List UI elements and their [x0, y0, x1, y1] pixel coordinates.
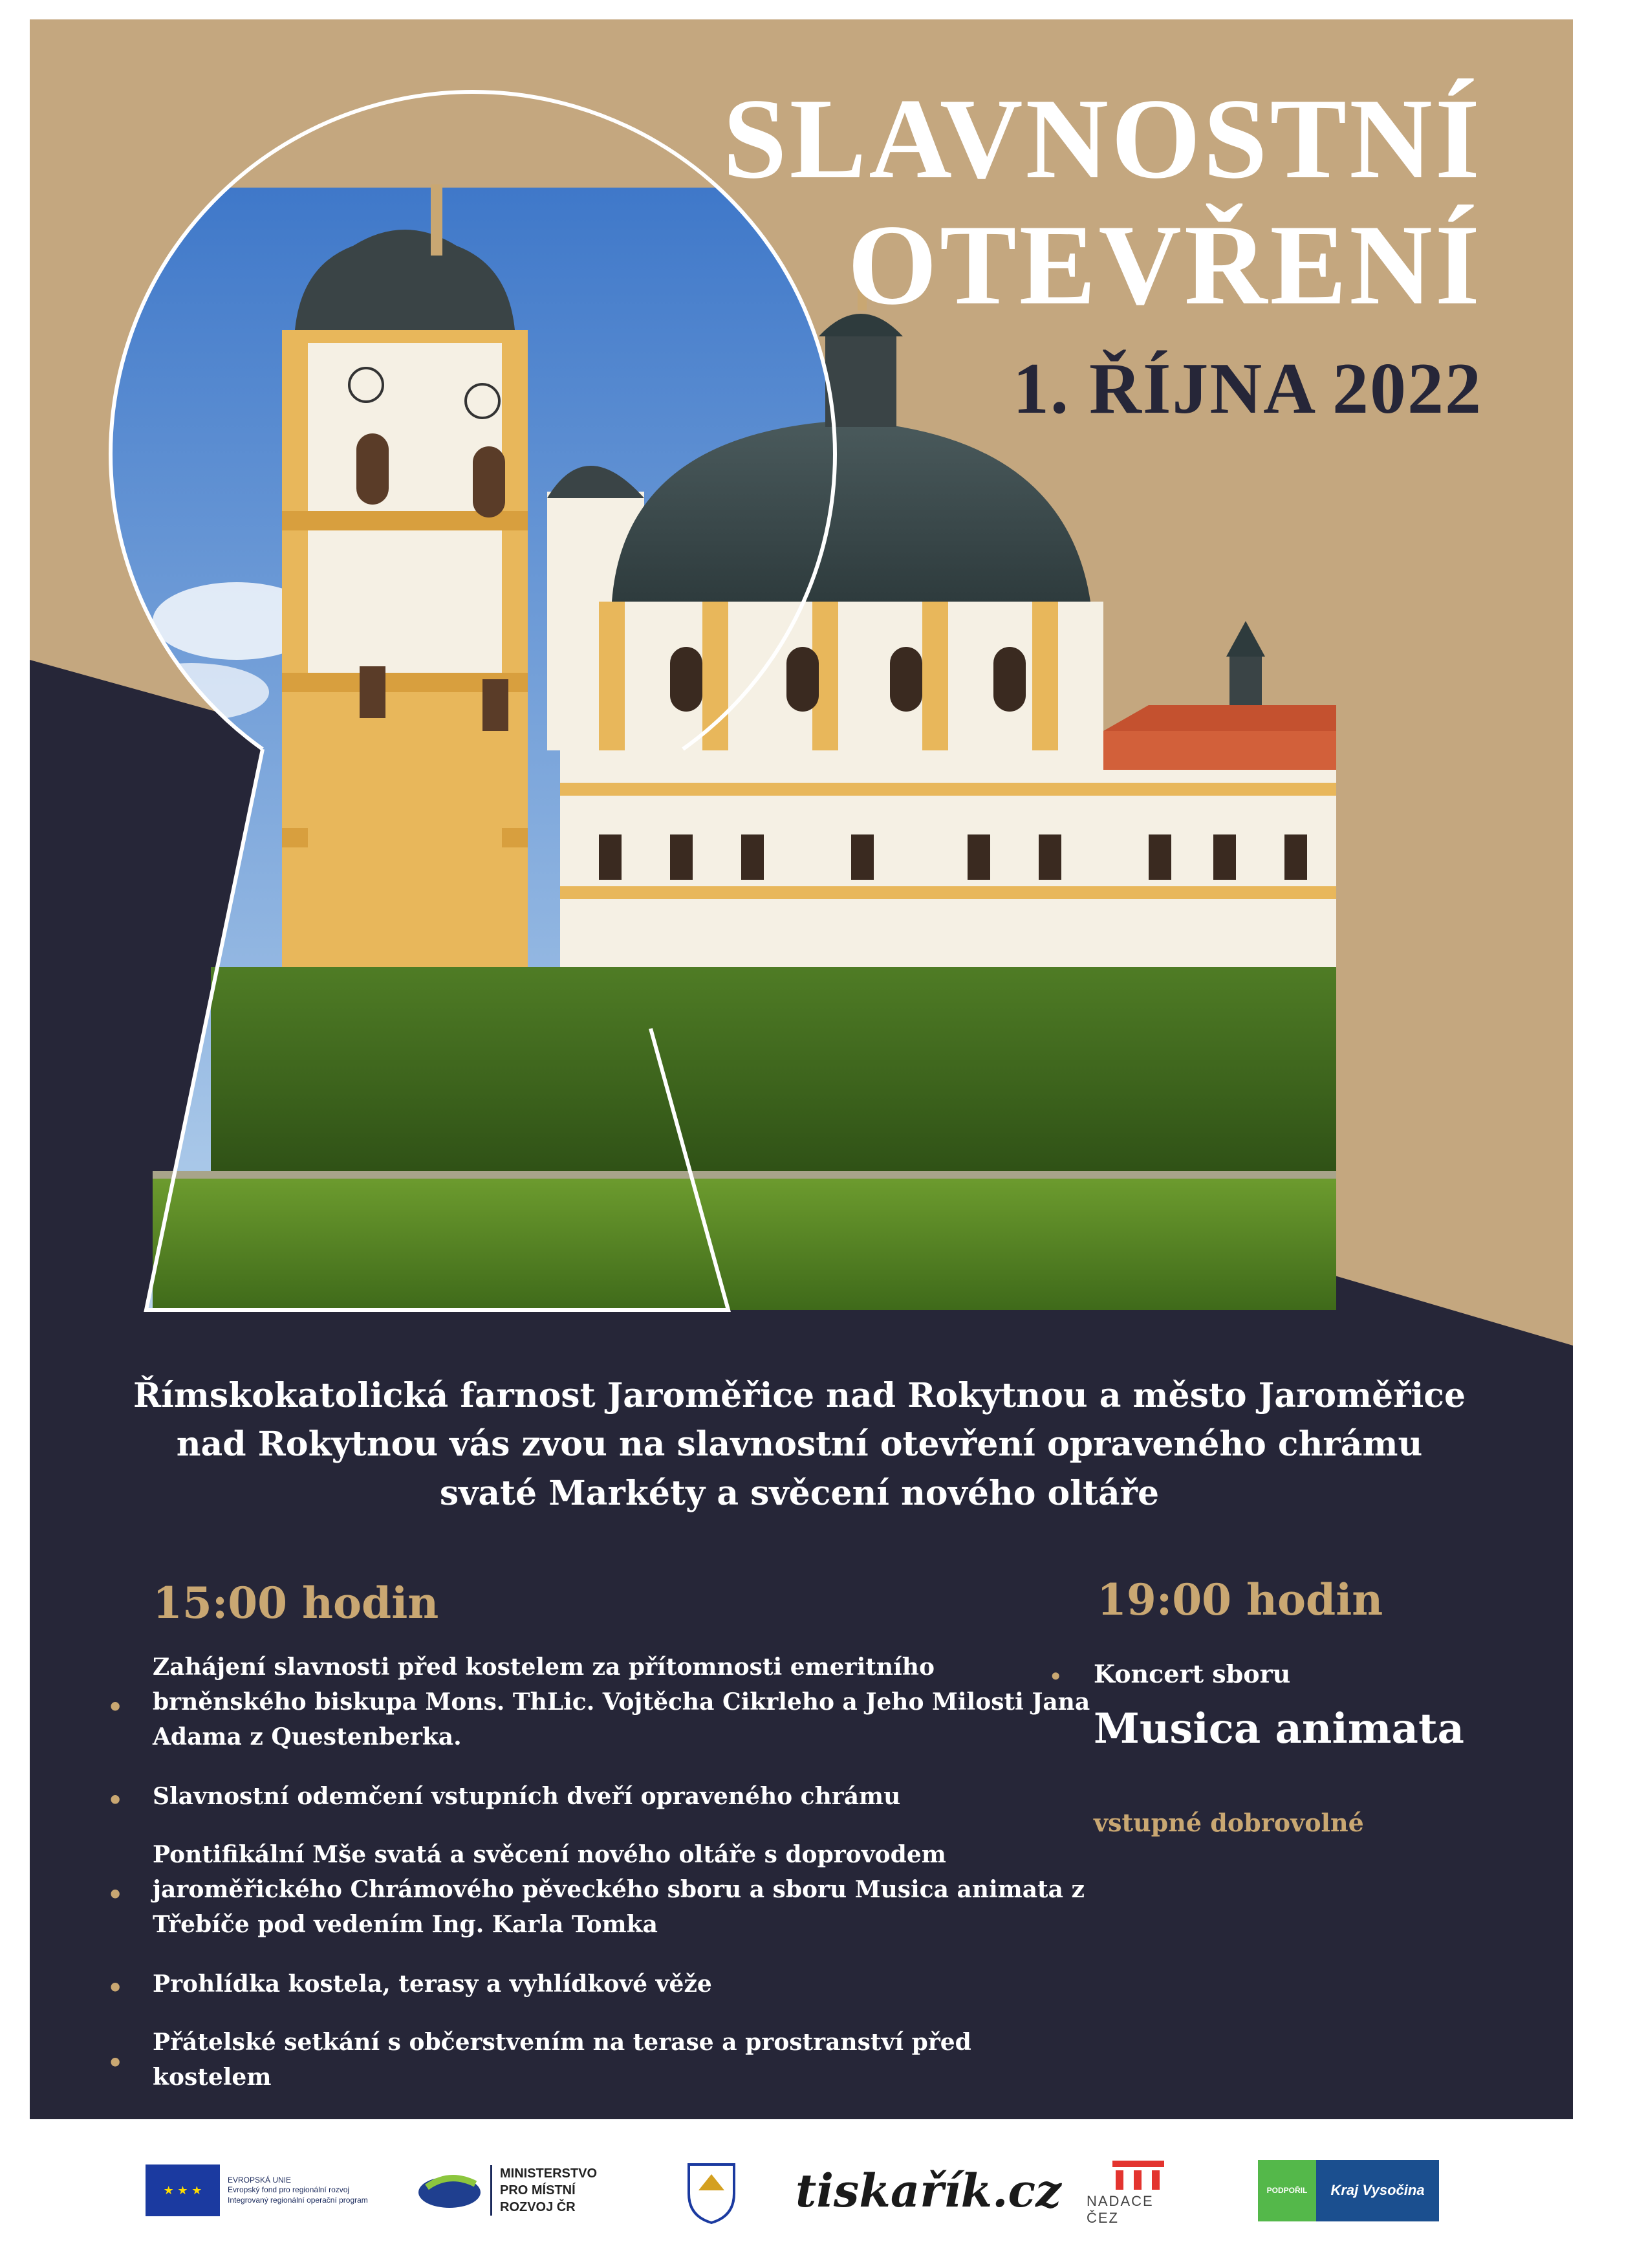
concert-label: Koncert sboru: [1094, 1659, 1291, 1688]
ministry-logo: [414, 2152, 621, 2229]
region-name: Kraj Vysočina: [1316, 2160, 1439, 2221]
invitation-line: svaté Markéty a svěcení nového oltáře: [439, 1473, 1160, 1513]
bullet-icon: •: [107, 1785, 124, 1815]
town-crest-logo: [682, 2152, 747, 2229]
title-line-1: SLAVNOSTNÍ: [722, 74, 1482, 202]
bullet-icon: •: [107, 2048, 124, 2077]
program-item-text: Prohlídka kostela, terasy a vyhlídkové věže: [153, 1970, 712, 1998]
printer-logo: [796, 2152, 1067, 2229]
program-item: [107, 1779, 1090, 1815]
event-date: 1. ŘÍJNA 2022: [1012, 349, 1482, 429]
eu-text: EVROPSKÁ UNIE: [228, 2175, 292, 2185]
title-line-2: OTEVŘENÍ: [847, 201, 1482, 329]
program-item: [107, 1967, 1090, 2002]
cez-logo: [1087, 2152, 1190, 2229]
evening-time: 19:00 hodin: [1097, 1575, 1383, 1625]
program-item-text: Zahájení slavnosti před kostelem za přítomnosti emeritního brněnského biskupa Mons. ThLic. Vojtěcha Cikrleho a Jeho Milosti Jana Adama z Questenberka.: [153, 1653, 1090, 1750]
region-logo: [1258, 2152, 1446, 2229]
eu-logo: [146, 2152, 391, 2229]
sponsor-footer: [0, 2119, 1635, 2268]
ministry-text: PRO MÍSTNÍ: [500, 2183, 576, 2197]
bullet-icon: •: [107, 1880, 124, 1909]
program-item-text: Přátelské setkání s občerstvením na terase a prostranství před kostelem: [153, 2029, 971, 2091]
program-item-text: Pontifikální Mše svatá a svěcení nového oltáře s doprovodem jaroměřického Chrámového pěveckého sboru a sboru Musica animata z Třebíče pod vedením Ing. Karla Tomka: [153, 1841, 1085, 1938]
bullet-icon: •: [1048, 1663, 1063, 1691]
program-item: [107, 1837, 1090, 1942]
invitation-line: Římskokatolická farnost Jaroměřice nad Rokytnou a město Jaroměřice: [133, 1376, 1466, 1415]
bullet-icon: •: [107, 1973, 124, 2002]
choir-name: Musica animata: [1094, 1705, 1464, 1753]
eu-text: Evropský fond pro regionální rozvoj: [228, 2185, 350, 2195]
admission-note: vstupné dobrovolné: [1094, 1808, 1364, 1837]
cez-emblem-icon: [1109, 2154, 1167, 2193]
afternoon-time: 15:00 hodin: [153, 1578, 439, 1628]
town-crest-icon: [682, 2155, 741, 2226]
program-item: [107, 1650, 1090, 1754]
program-item-text: Slavnostní odemčení vstupních dveří opraveného chrámu: [153, 1783, 901, 1810]
printer-name: tiskařík.cz: [796, 2163, 1061, 2218]
ministry-text: MINISTERSTVO: [500, 2166, 598, 2181]
cez-text: NADACE ČEZ: [1087, 2193, 1154, 2226]
poster: [30, 19, 1573, 2119]
ministry-text: ROZVOJ ČR: [500, 2200, 576, 2214]
eu-flag-icon: ★ ★ ★: [146, 2164, 220, 2216]
invitation-text: [81, 1371, 1517, 1518]
ministry-emblem-icon: [414, 2168, 485, 2213]
eu-text: Integrovaný regionální operační program: [228, 2195, 368, 2205]
program-item: [107, 2025, 1090, 2095]
bullet-icon: •: [107, 1692, 124, 1721]
region-support-label: PODPOŘIL: [1258, 2160, 1316, 2221]
invitation-line: nad Rokytnou vás zvou na slavnostní otevření opraveného chrámu: [176, 1424, 1423, 1465]
